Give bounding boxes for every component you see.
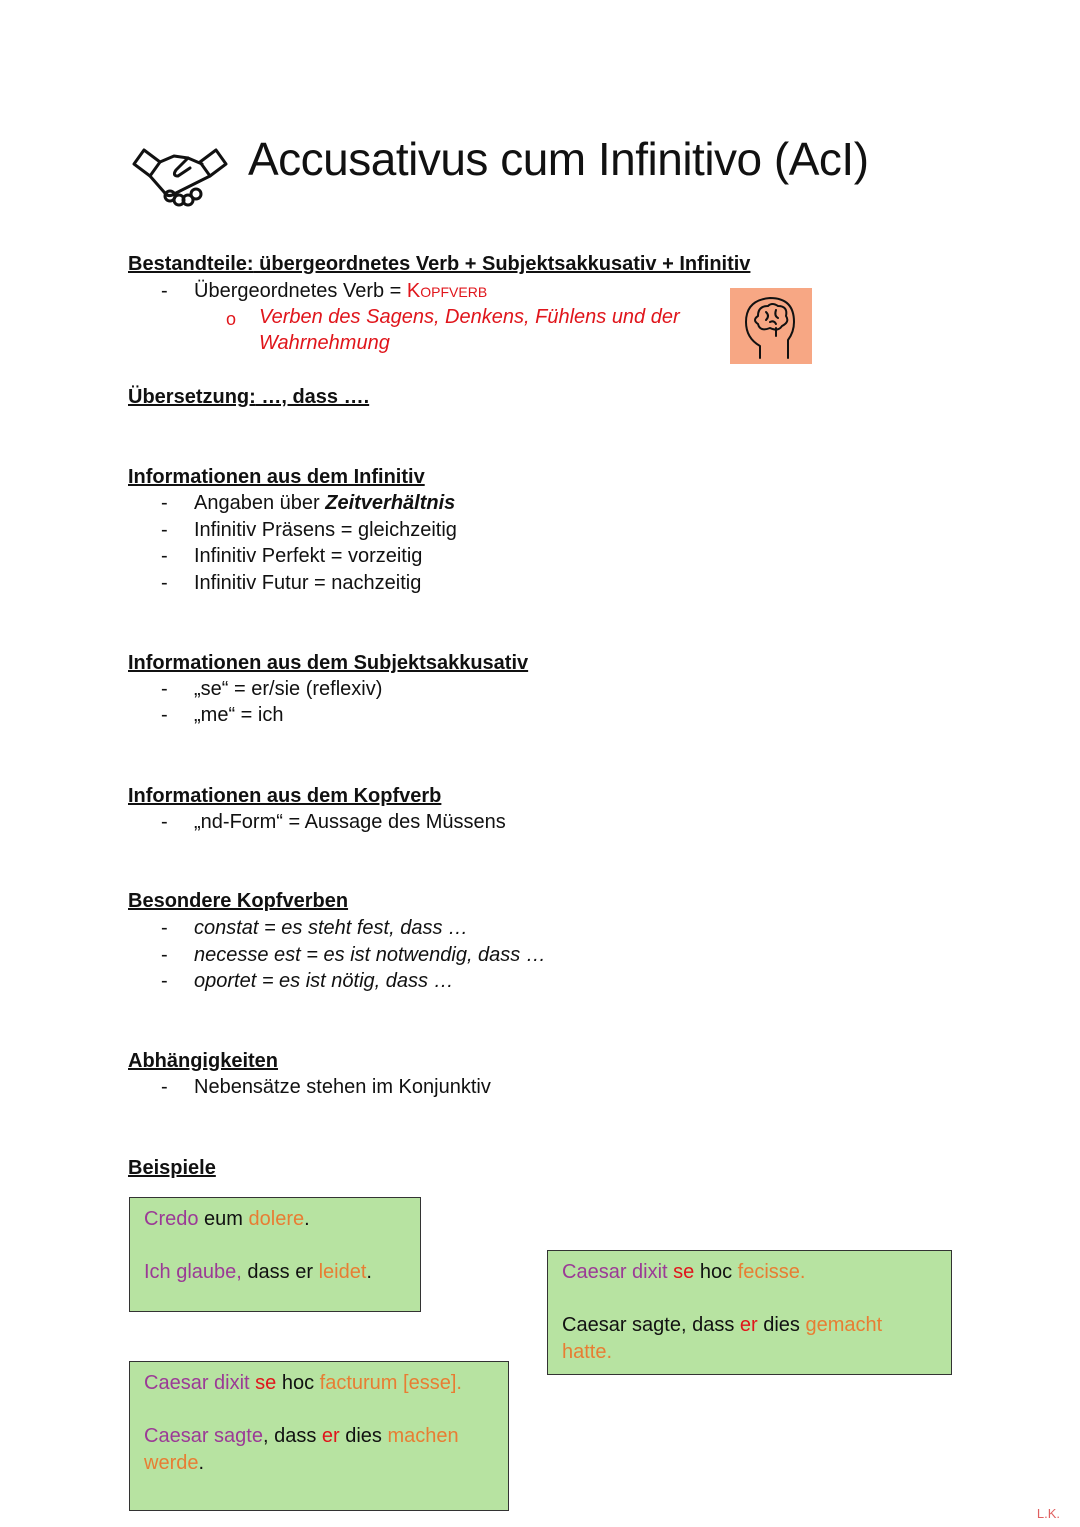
list-bullet: - xyxy=(161,280,168,302)
uebersetzung-heading: Übersetzung: …, dass …. xyxy=(128,386,370,408)
page-title: Accusativus cum Infinitivo (AcI) xyxy=(248,133,869,185)
list-item: „nd-Form“ = Aussage des Müssens xyxy=(194,811,506,833)
list-bullet: - xyxy=(161,545,168,567)
example-box xyxy=(129,1361,509,1511)
brain-head-icon xyxy=(730,288,812,364)
list-bullet: - xyxy=(161,572,168,594)
list-item: Verben des Sagens, Denkens, Fühlens und der xyxy=(259,306,680,328)
signature: L.K. xyxy=(1036,1506,1060,1521)
list-item: Infinitiv Perfekt = vorzeitig xyxy=(194,545,423,567)
list-item: oportet = es ist nötig, dass … xyxy=(194,970,454,992)
list-item: necesse est = es ist notwendig, dass … xyxy=(194,944,546,966)
bestandteile-heading: Bestandteile: übergeordnetes Verb + Subjektsakkusativ + Infinitiv xyxy=(128,253,751,275)
list-bullet: - xyxy=(161,519,168,541)
kopfverb-heading: Informationen aus dem Kopfverb xyxy=(128,785,442,807)
besondere-heading: Besondere Kopfverben xyxy=(128,890,349,912)
example-box xyxy=(129,1197,421,1312)
german-translation: Caesar sagte, dass er dies gemacht hatte. xyxy=(562,1314,883,1363)
german-translation: Ich glaube, dass er leidet. xyxy=(144,1261,372,1283)
list-item: „me“ = ich xyxy=(194,704,284,726)
list-item: Angaben über Zeitverhältnis xyxy=(194,492,456,514)
infinitiv-heading: Informationen aus dem Infinitiv xyxy=(128,466,425,488)
list-bullet: - xyxy=(161,917,168,939)
list-item: Übergeordnetes Verb = Kopfverb xyxy=(194,280,488,302)
list-bullet: - xyxy=(161,970,168,992)
list-item: Nebensätze stehen im Konjunktiv xyxy=(194,1076,491,1098)
list-bullet: - xyxy=(161,678,168,700)
example-box xyxy=(547,1250,952,1375)
beispiele-heading: Beispiele xyxy=(128,1157,216,1179)
list-item: constat = es steht fest, dass … xyxy=(194,917,469,939)
list-bullet: - xyxy=(161,1076,168,1098)
list-bullet: - xyxy=(161,944,168,966)
list-item: Infinitiv Futur = nachzeitig xyxy=(194,572,422,594)
list-bullet: - xyxy=(161,492,168,514)
subjektsakkusativ-heading: Informationen aus dem Subjektsakkusativ xyxy=(128,652,529,674)
abhaengigkeiten-heading: Abhängigkeiten xyxy=(128,1050,279,1072)
list-item: „se“ = er/sie (reflexiv) xyxy=(194,678,383,700)
german-translation: Caesar sagte, dass er dies machen werde. xyxy=(144,1425,459,1474)
handshake-icon xyxy=(130,142,230,212)
list-bullet: - xyxy=(161,704,168,726)
list-item: Wahrnehmung xyxy=(259,332,390,354)
list-bullet: - xyxy=(161,811,168,833)
sub-bullet: o xyxy=(226,309,237,329)
latin-sentence: Caesar dixit se hoc facturum [esse]. xyxy=(144,1372,462,1394)
list-item: Infinitiv Präsens = gleichzeitig xyxy=(194,519,457,541)
latin-sentence: Caesar dixit se hoc fecisse. xyxy=(562,1261,806,1283)
latin-sentence: Credo eum dolere. xyxy=(144,1208,310,1230)
